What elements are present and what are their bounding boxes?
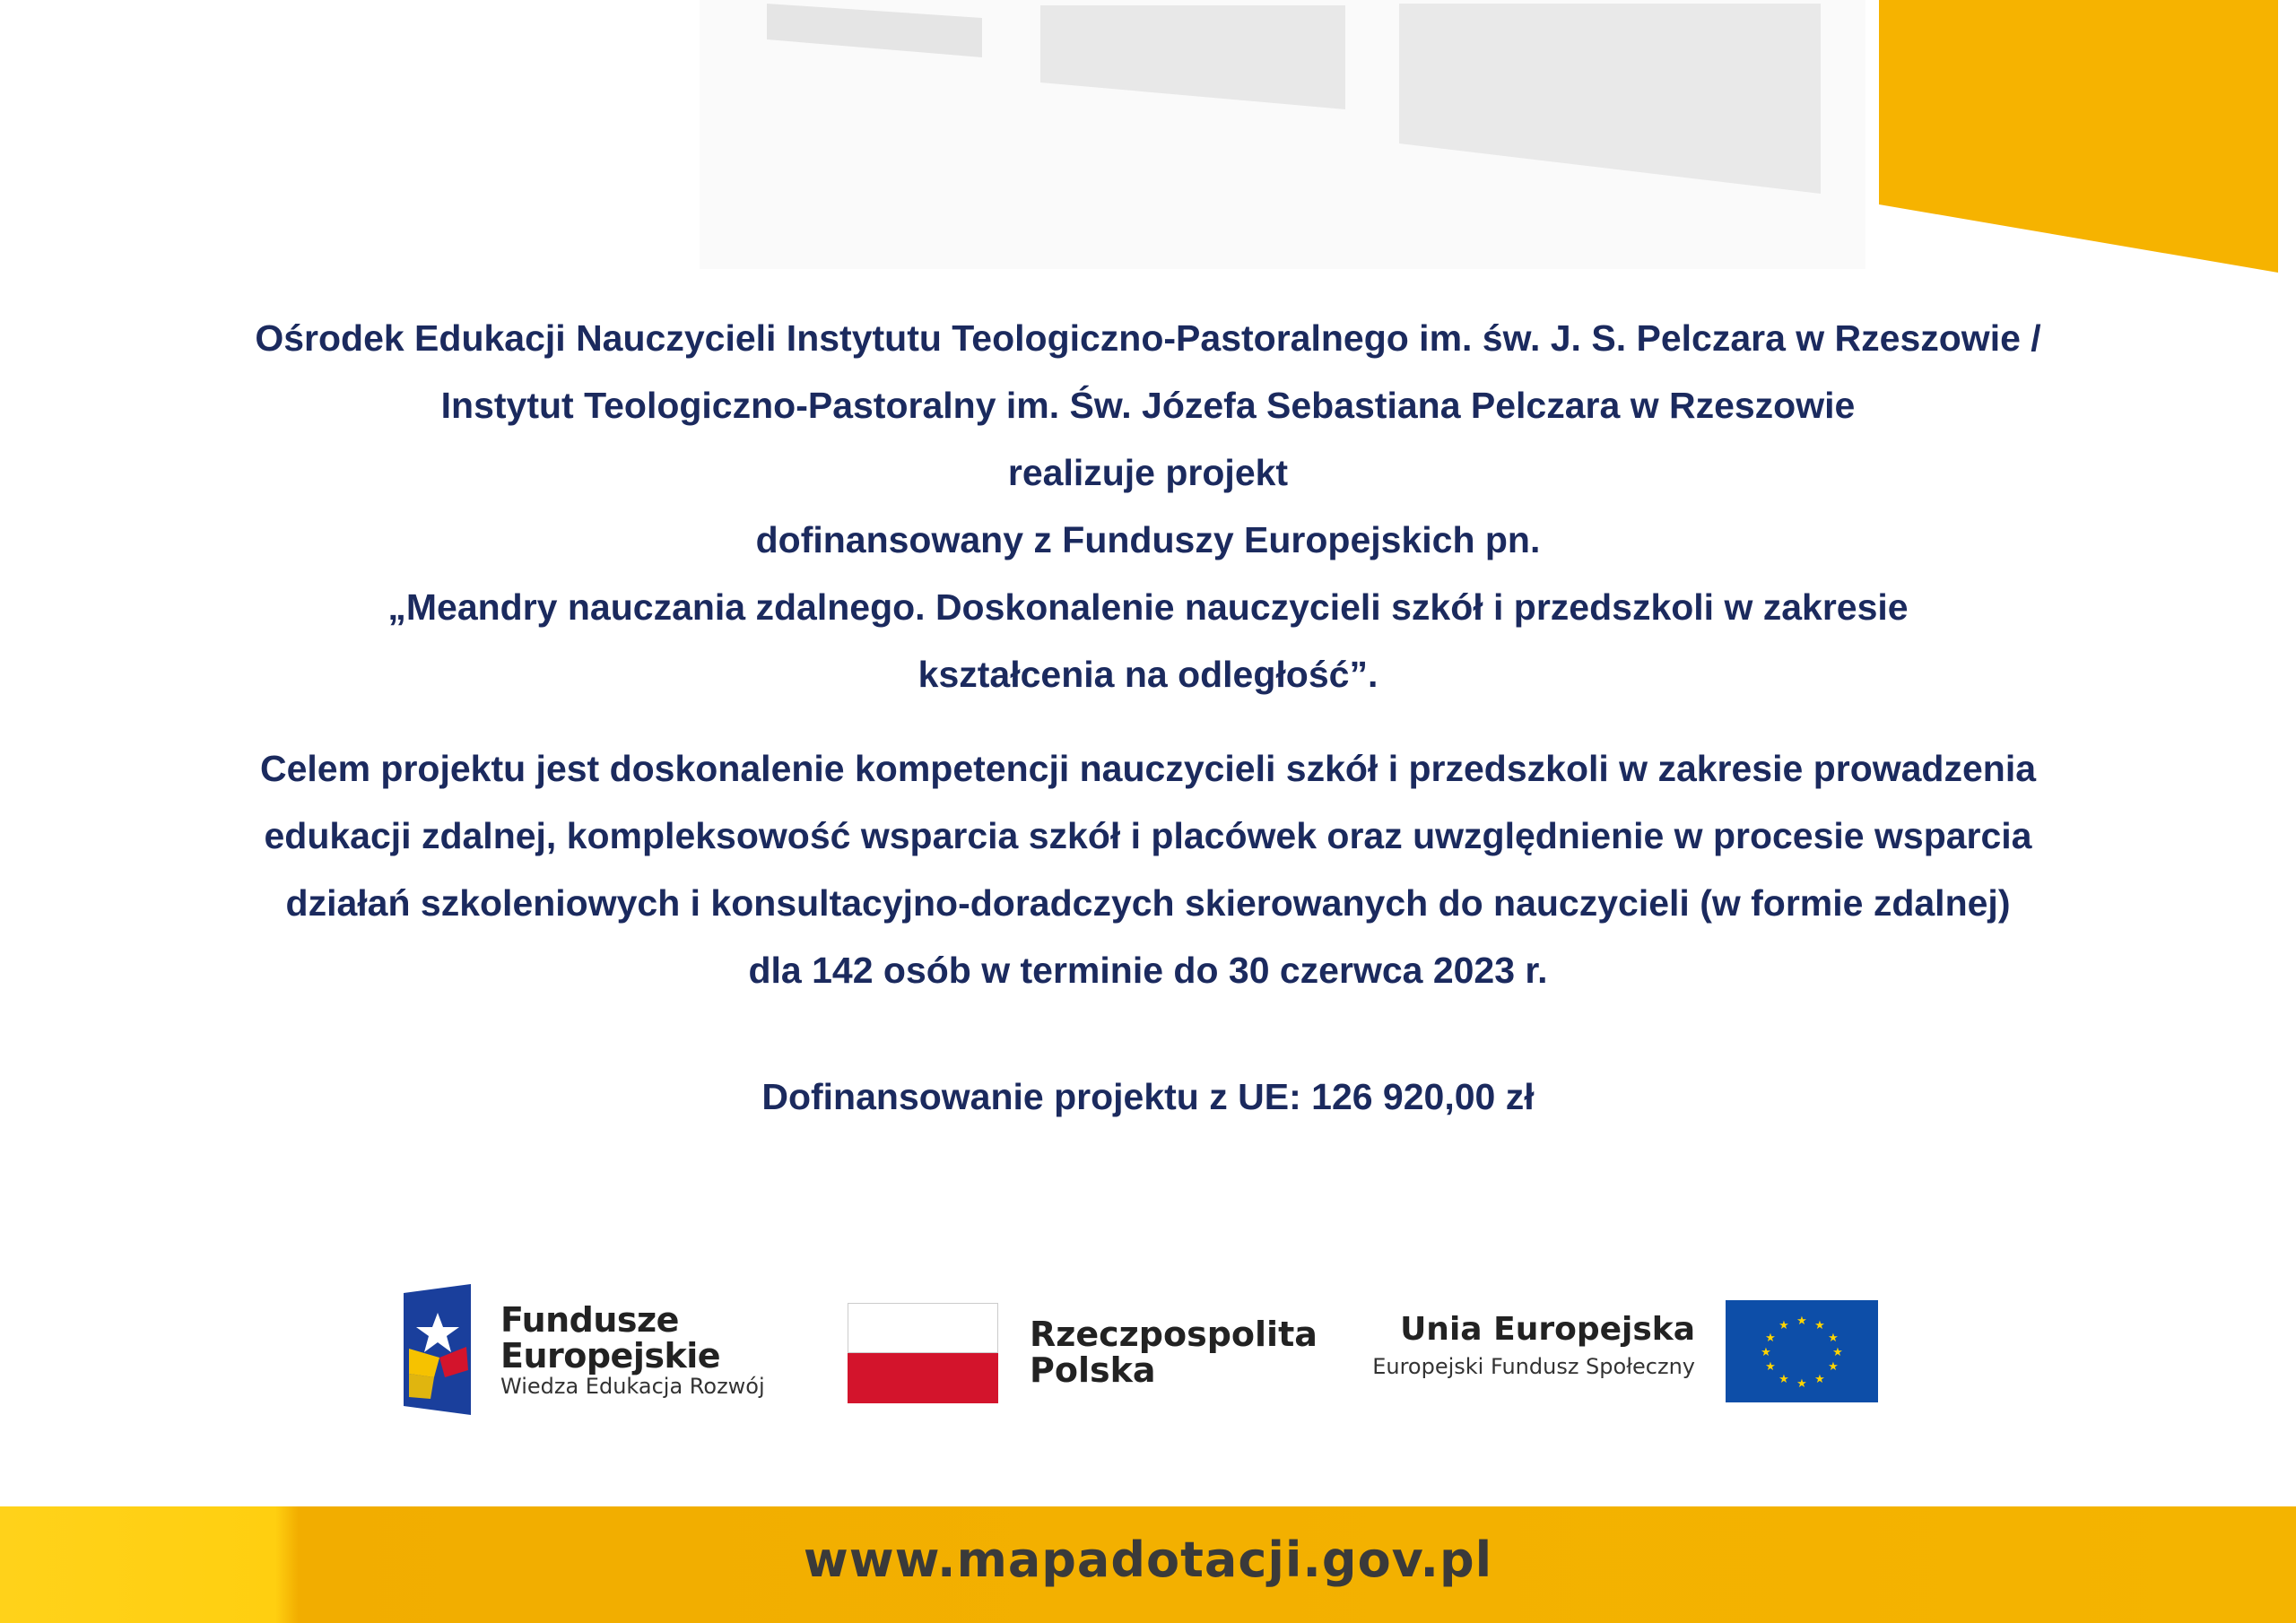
rp-logo-line-2: Polska [1030, 1350, 1156, 1390]
svg-text:★: ★ [1796, 1377, 1807, 1391]
header-line-4: dofinansowany z Funduszy Europejskich pn. [755, 519, 1541, 560]
fe-logo-text [500, 1302, 720, 1374]
svg-text:★: ★ [1814, 1373, 1825, 1386]
body-line-3: działań szkoleniowych i konsultacyjno-doradczych skierowanych do nauczycieli (w formie zdalnej) [285, 882, 2011, 924]
svg-text:★: ★ [1796, 1315, 1807, 1328]
svg-text:★: ★ [1779, 1319, 1789, 1332]
body-line-4: dla 142 osób w terminie do 30 czerwca 2023 r. [748, 950, 1548, 991]
rp-logo-text [1030, 1316, 1318, 1388]
body-line-1: Celem projektu jest doskonalenie kompetencji nauczycieli szkół i przedszkoli w zakresie prowadzenia [259, 748, 2037, 789]
announcement-text [161, 305, 2135, 1131]
top-decoration [0, 0, 2296, 287]
svg-text:★: ★ [1832, 1346, 1843, 1359]
header-line-5: „Meandry nauczania zdalnego. Doskonalenie nauczycieli szkół i przedszkoli w zakresie [387, 586, 1909, 628]
fe-logo-subtitle: Wiedza Edukacja Rozwój [500, 1374, 765, 1399]
svg-text:★: ★ [1761, 1346, 1771, 1359]
polish-flag-icon [848, 1303, 998, 1403]
svg-text:★: ★ [1814, 1319, 1825, 1332]
svg-text:★: ★ [1765, 1332, 1776, 1345]
fe-logo-line-2: Europejskie [500, 1336, 721, 1376]
header-line-1: Ośrodek Edukacji Nauczycieli Instytutu Teologiczno-Pastoralnego im. św. J. S. Pelczara w Rzeszowie / [255, 317, 2041, 359]
rp-logo-line-1: Rzeczpospolita [1030, 1315, 1318, 1354]
eu-flag-icon [1726, 1300, 1878, 1402]
svg-text:★: ★ [1828, 1360, 1839, 1374]
funding-amount: Dofinansowanie projektu z UE: 126 920,00 zł [761, 1076, 1535, 1117]
footer-url-link[interactable]: www.mapadotacji.gov.pl [803, 1532, 1493, 1588]
ue-logo-subtitle: Europejski Fundusz Społeczny [1372, 1354, 1695, 1379]
header-line-2: Instytut Teologiczno-Pastoralny im. Św. Józefa Sebastiana Pelczara w Rzeszowie [440, 385, 1856, 426]
header-line-6: kształcenia na odległość”. [918, 654, 1378, 695]
body-line-2: edukacji zdalnej, kompleksowość wsparcia szkół i placówek oraz uwzględnienie w procesie wsparcia [264, 815, 2032, 856]
fe-star-icon [404, 1284, 475, 1415]
ue-logo-title: Unia Europejska [1400, 1311, 1695, 1348]
svg-text:★: ★ [1779, 1373, 1789, 1386]
fe-logo-line-1: Fundusze [500, 1300, 679, 1340]
svg-text:★: ★ [1828, 1332, 1839, 1345]
svg-text:★: ★ [1765, 1360, 1776, 1374]
header-line-3: realizuje projekt [1007, 452, 1289, 493]
